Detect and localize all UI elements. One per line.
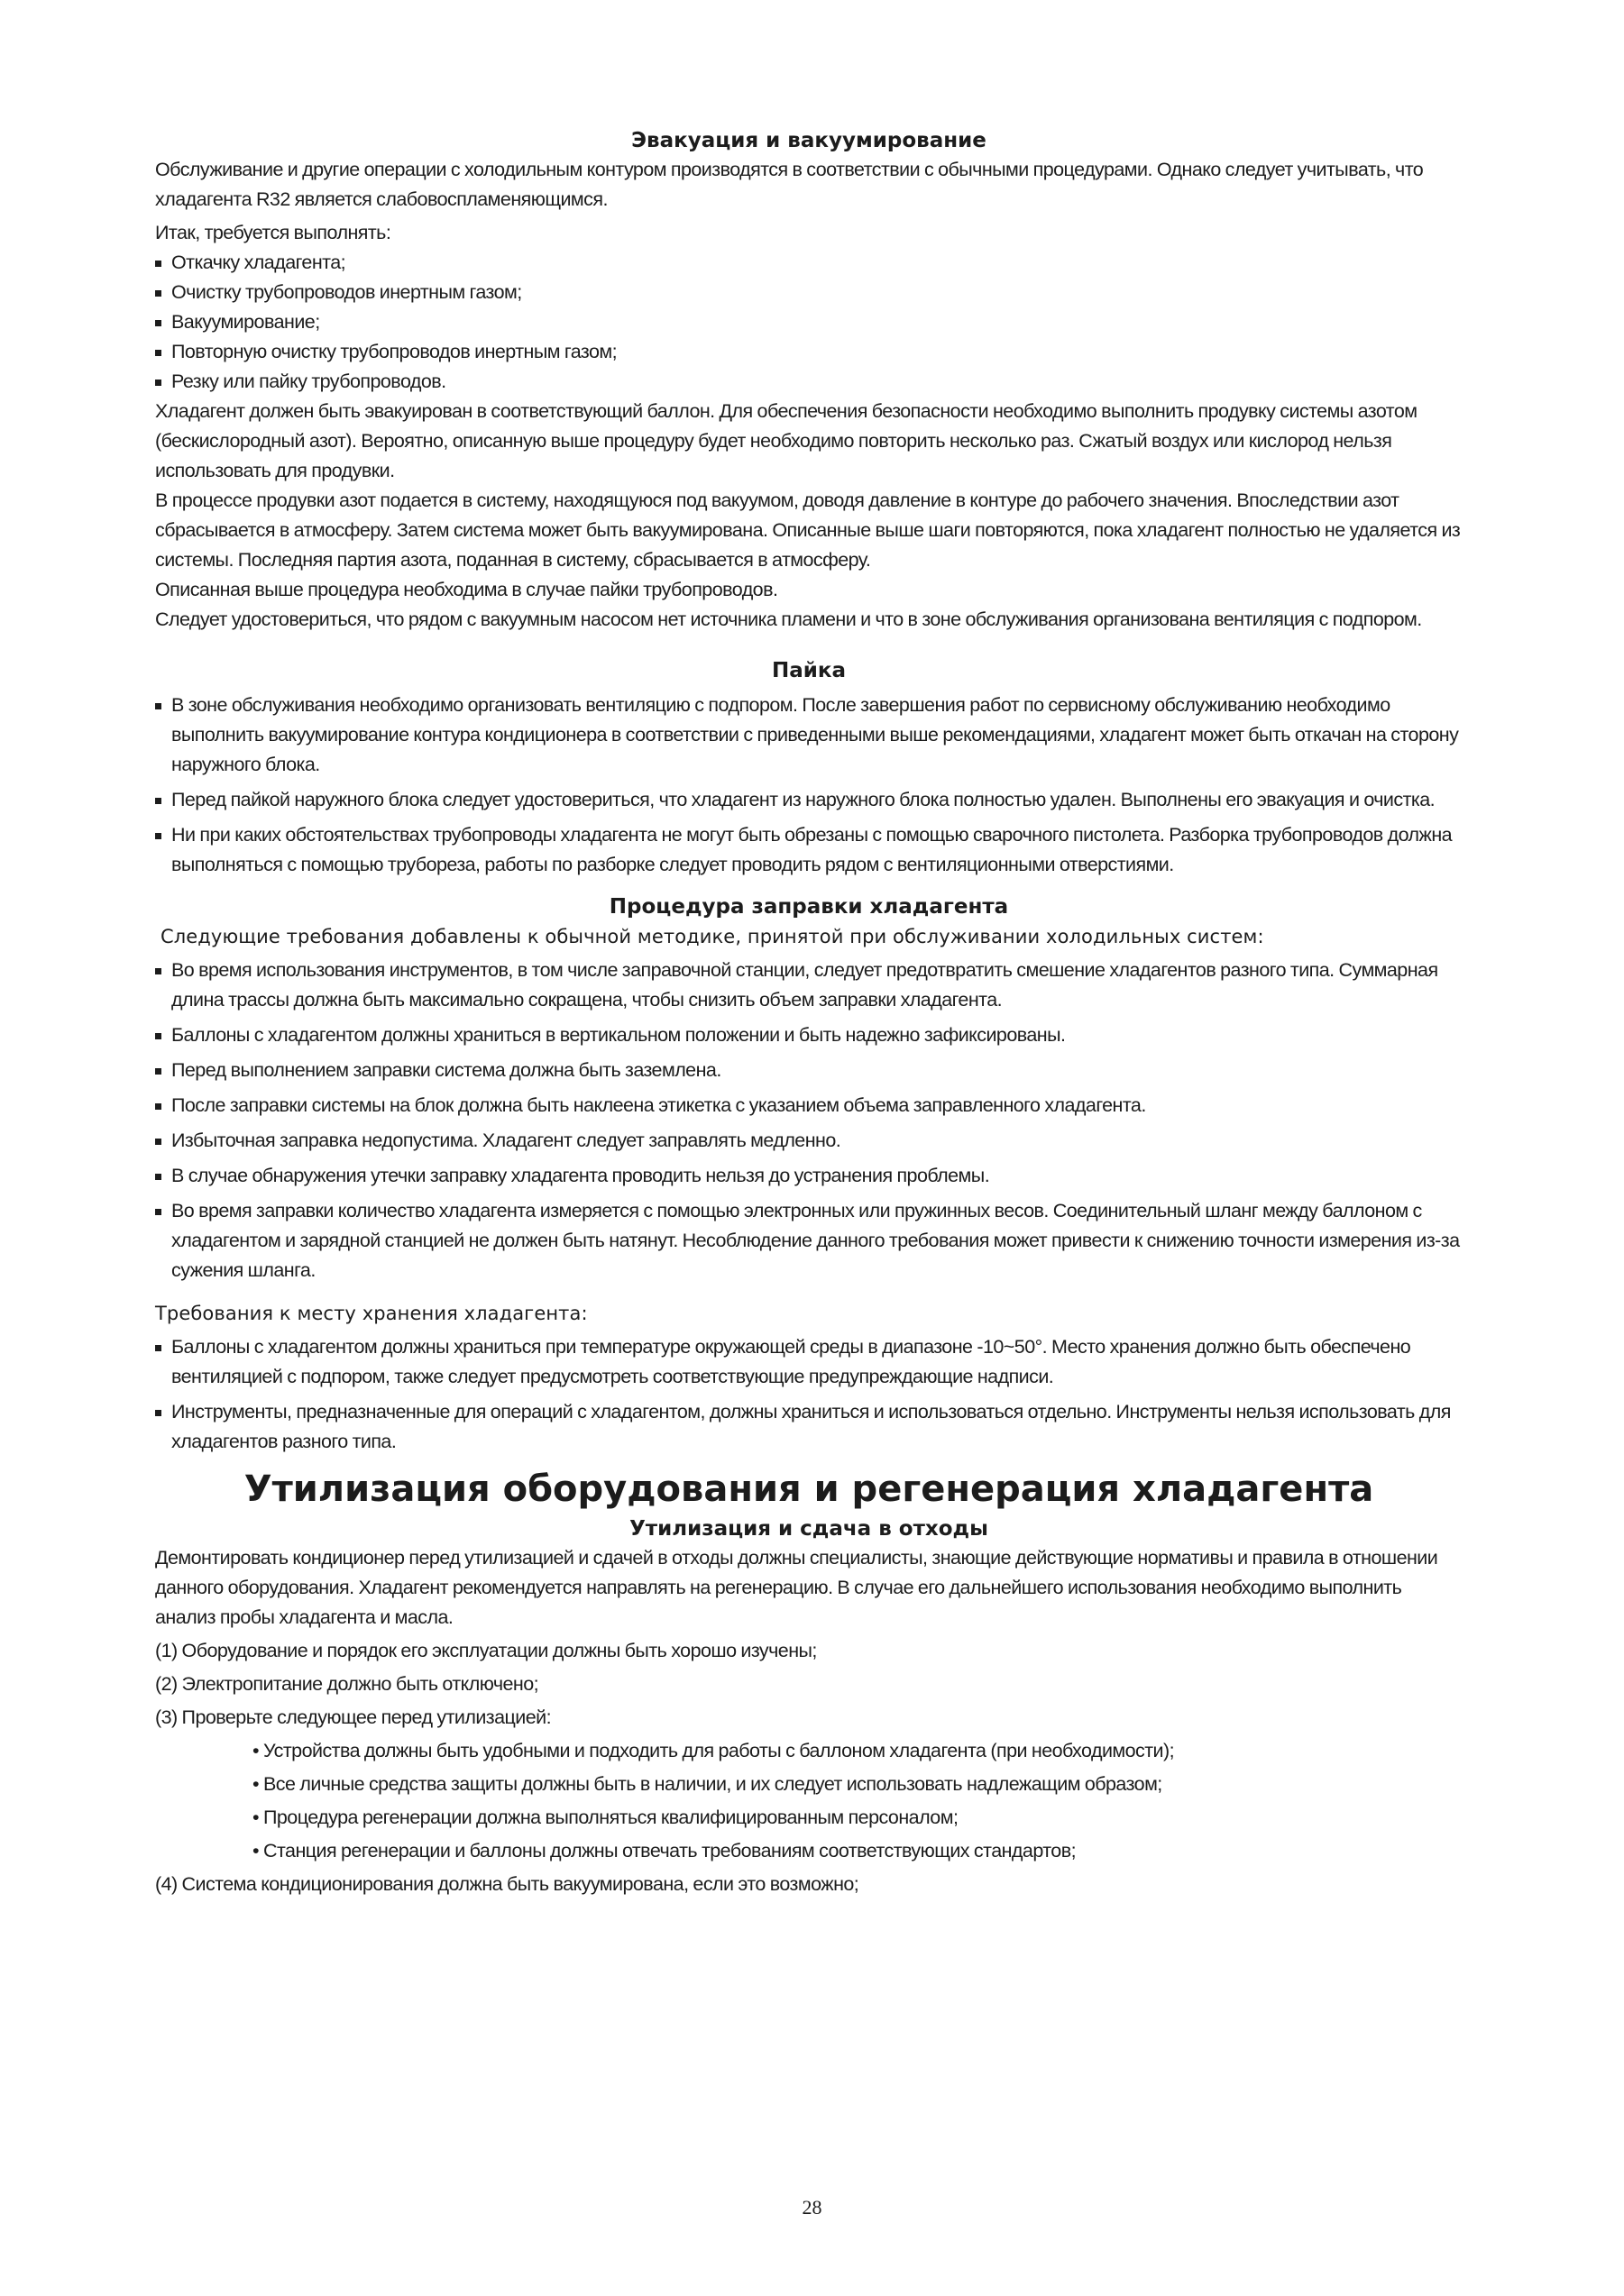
bullet-list-steps [155,248,1463,397]
section-heading-disposal: Утилизация и сдача в отходы [629,1517,988,1541]
section-heading-soldering: Пайка [771,659,847,682]
list-item: Баллоны с хладагентом должны храниться в вертикальном положении и быть надежно зафиксированы. [155,1020,1463,1050]
list-item: После заправки системы на блок должна быть наклеена этикетка с указанием объема заправленного хладагента. [155,1091,1463,1121]
numbered-item: (1) Оборудование и порядок его эксплуатации должны быть хорошо изучены; [155,1640,817,1661]
paragraph: Итак, требуется выполнять: [155,222,391,243]
list-item: Инструменты, предназначенные для операций с хладагентом, должны храниться и использоваться отдельно. Инструменты нельзя использовать для хладагентов разного типа. [155,1397,1463,1457]
list-item: • Все личные средства защиты должны быть в наличии, и их следует использовать надлежащим образом; [252,1770,1228,1799]
list-item: Во время использования инструментов, в том числе заправочной станции, следует предотвратить смешение хладагентов разного типа. Суммарная длина трассы должна быть максимально сокращена, чтобы снизить объем заправки хладагента. [155,956,1463,1015]
bullet-list-charging [155,956,1463,1285]
section-heading-evacuation: Эвакуация и вакуумирование [631,129,986,152]
list-item: Откачку хладагента; [155,248,1463,278]
bullet-list-storage [155,1332,1463,1457]
list-item: • Процедура регенерации должна выполняться квалифицированным персоналом; [252,1803,1228,1833]
section-heading-charging: Процедура заправки хладагента [609,895,1009,919]
list-item: Во время заправки количество хладагента измеряется с помощью электронных или пружинных весов. Соединительный шланг между баллоном с хладагентом и зарядной станцией не должен быть натянут. Несоблюдение данного требования может привести к снижению точности измерения из-за сужения шланга. [155,1196,1463,1285]
paragraph: Следует удостовериться, что рядом с вакуумным насосом нет источника пламени и что в зоне обслуживания организована вентиляция с подпором. [155,608,1422,630]
list-item: • Станция регенерации и баллоны должны отвечать требованиям соответствующих стандартов; [252,1836,1228,1866]
page-number: 28 [802,2196,822,2218]
list-item: • Устройства должны быть удобными и подходить для работы с баллоном хладагента (при необходимости); [252,1736,1228,1766]
paragraph: Описанная выше процедура необходима в случае пайки трубопроводов. [155,579,778,600]
list-item: Избыточная заправка недопустима. Хладагент следует заправлять медленно. [155,1126,1463,1156]
paragraph: Хладагент должен быть эвакуирован в соответствующий баллон. Для обеспечения безопасности необходимо выполнить продувку системы азотом (бескислородный азот). Вероятно, описанную выше процедуру будет необходимо повторить несколько раз. Сжатый воздух или кислород нельзя использовать для продувки. [155,400,1418,481]
numbered-item: (3) Проверьте следующее перед утилизацией: [155,1706,552,1728]
list-item: Очистку трубопроводов инертным газом; [155,278,1463,307]
list-item: Перед пайкой наружного блока следует удостовериться, что хладагент из наружного блока полностью удален. Выполнены его эвакуация и очистка. [155,785,1463,815]
list-item: В зоне обслуживания необходимо организовать вентиляцию с подпором. После завершения работ по сервисному обслуживанию необходимо выполнить вакуумирование контура кондиционера в соответствии с приведенными выше рекомендациями, хладагент может быть откачан на сторону наружного блока. [155,691,1463,780]
list-item: Ни при каких обстоятельствах трубопроводы хладагента не могут быть обрезаны с помощью сварочного пистолета. Разборка трубопроводов должна выполняться с помощью трубореза, работы по разборке следует проводить рядом с вентиляционными отверстиями. [155,820,1463,880]
chapter-title: Утилизация оборудования и регенерация хладагента [243,1468,1374,1510]
list-item: Вакуумирование; [155,307,1463,337]
section-intro-storage: Требования к месту хранения хладагента: [155,1303,588,1324]
paragraph: Демонтировать кондиционер перед утилизацией и сдачей в отходы должны специалисты, знающие действующие нормативы и правила в отношении данного оборудования. Хладагент рекомендуется направлять на регенерацию. В случае его дальнейшего использования необходимо выполнить анализ пробы хладагента и масла. [155,1547,1438,1628]
numbered-item: (4) Система кондиционирования должна быть вакуумирована, если это возможно; [155,1873,859,1895]
list-item: В случае обнаружения утечки заправку хладагента проводить нельзя до устранения проблемы. [155,1161,1463,1191]
numbered-item: (2) Электропитание должно быть отключено; [155,1673,539,1695]
document-page [155,126,1463,1899]
list-item: Баллоны с хладагентом должны храниться при температуре окружающей среды в диапазоне -10~50°. Место хранения должно быть обеспечено вентиляцией с подпором, также следует предусмотреть соответствующие предупреждающие надписи. [155,1332,1463,1392]
bullet-list-soldering [155,691,1463,880]
list-item: Перед выполнением заправки система должна быть заземлена. [155,1056,1463,1085]
paragraph: В процессе продувки азот подается в систему, находящуюся под вакуумом, доводя давление в контуре до рабочего значения. Впоследствии азот сбрасывается в атмосферу. Затем система может быть вакуумирована. Описанные выше шаги повторяются, пока хладагент полностью не удаляется из системы. Последняя партия азота, поданная в систему, сбрасывается в атмосферу. [155,489,1461,571]
list-item: Повторную очистку трубопроводов инертным газом; [155,337,1463,367]
list-item: Резку или пайку трубопроводов. [155,367,1463,397]
section-intro: Следующие требования добавлены к обычной методике, принятой при обслуживании холодильных систем: [161,926,1264,947]
paragraph: Обслуживание и другие операции с холодильным контуром производятся в соответствии с обычными процедурами. Однако следует учитывать, что хладагента R32 является слабовоспламеняющимся. [155,159,1424,210]
sub-bullet-list [252,1736,1463,1866]
